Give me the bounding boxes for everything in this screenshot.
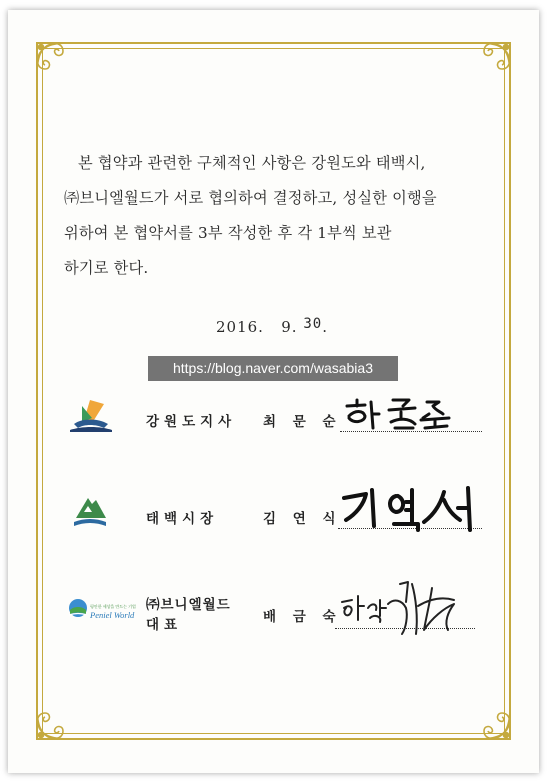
date-printed: 2016. 9. (216, 318, 298, 336)
signatory-name: 배 금 숙 (263, 609, 342, 625)
signatory-title: 태백시장 (146, 511, 219, 527)
gangwon-province-logo-icon (68, 398, 114, 436)
corner-ornament-icon (33, 39, 73, 79)
signatory-title-line2: 대표 (146, 617, 183, 633)
paragraph-line: 위하여 본 협약서를 3부 작성한 후 각 1부씩 보관 (64, 224, 392, 242)
handwritten-signature-3 (336, 578, 486, 652)
date-suffix: . (322, 318, 328, 336)
corner-ornament-icon (33, 703, 73, 743)
logo-wordmark: Peniel World (90, 610, 135, 620)
corner-ornament-icon (474, 39, 514, 79)
signatory-title: 강원도지사 (146, 414, 237, 430)
taebaek-city-logo-icon (70, 492, 110, 532)
handwritten-signature-1 (343, 396, 473, 436)
paragraph-line: 본 협약과 관련한 구체적인 사항은 강원도와 태백시, (78, 154, 426, 172)
paragraph-line: 하기로 한다. (64, 259, 149, 277)
paragraph-line: ㈜브니엘월드가 서로 협의하여 결정하고, 성실한 이행을 (64, 189, 437, 207)
signatory-name: 최 문 순 (263, 414, 342, 430)
handwritten-signature-2 (340, 484, 490, 536)
signing-date (216, 318, 328, 336)
agreement-paragraph (64, 146, 496, 286)
date-handwritten-day: 30 (303, 316, 323, 332)
logo-small-text: 평안한 세상을 만드는 기업 (90, 604, 136, 609)
peniel-world-logo-icon (66, 596, 142, 626)
blog-watermark: https://blog.naver.com/wasabia3 (148, 356, 398, 381)
signatory-name: 김 연 식 (263, 511, 342, 527)
signatory-title: ㈜브니엘월드 (146, 597, 231, 613)
corner-ornament-icon (474, 703, 514, 743)
